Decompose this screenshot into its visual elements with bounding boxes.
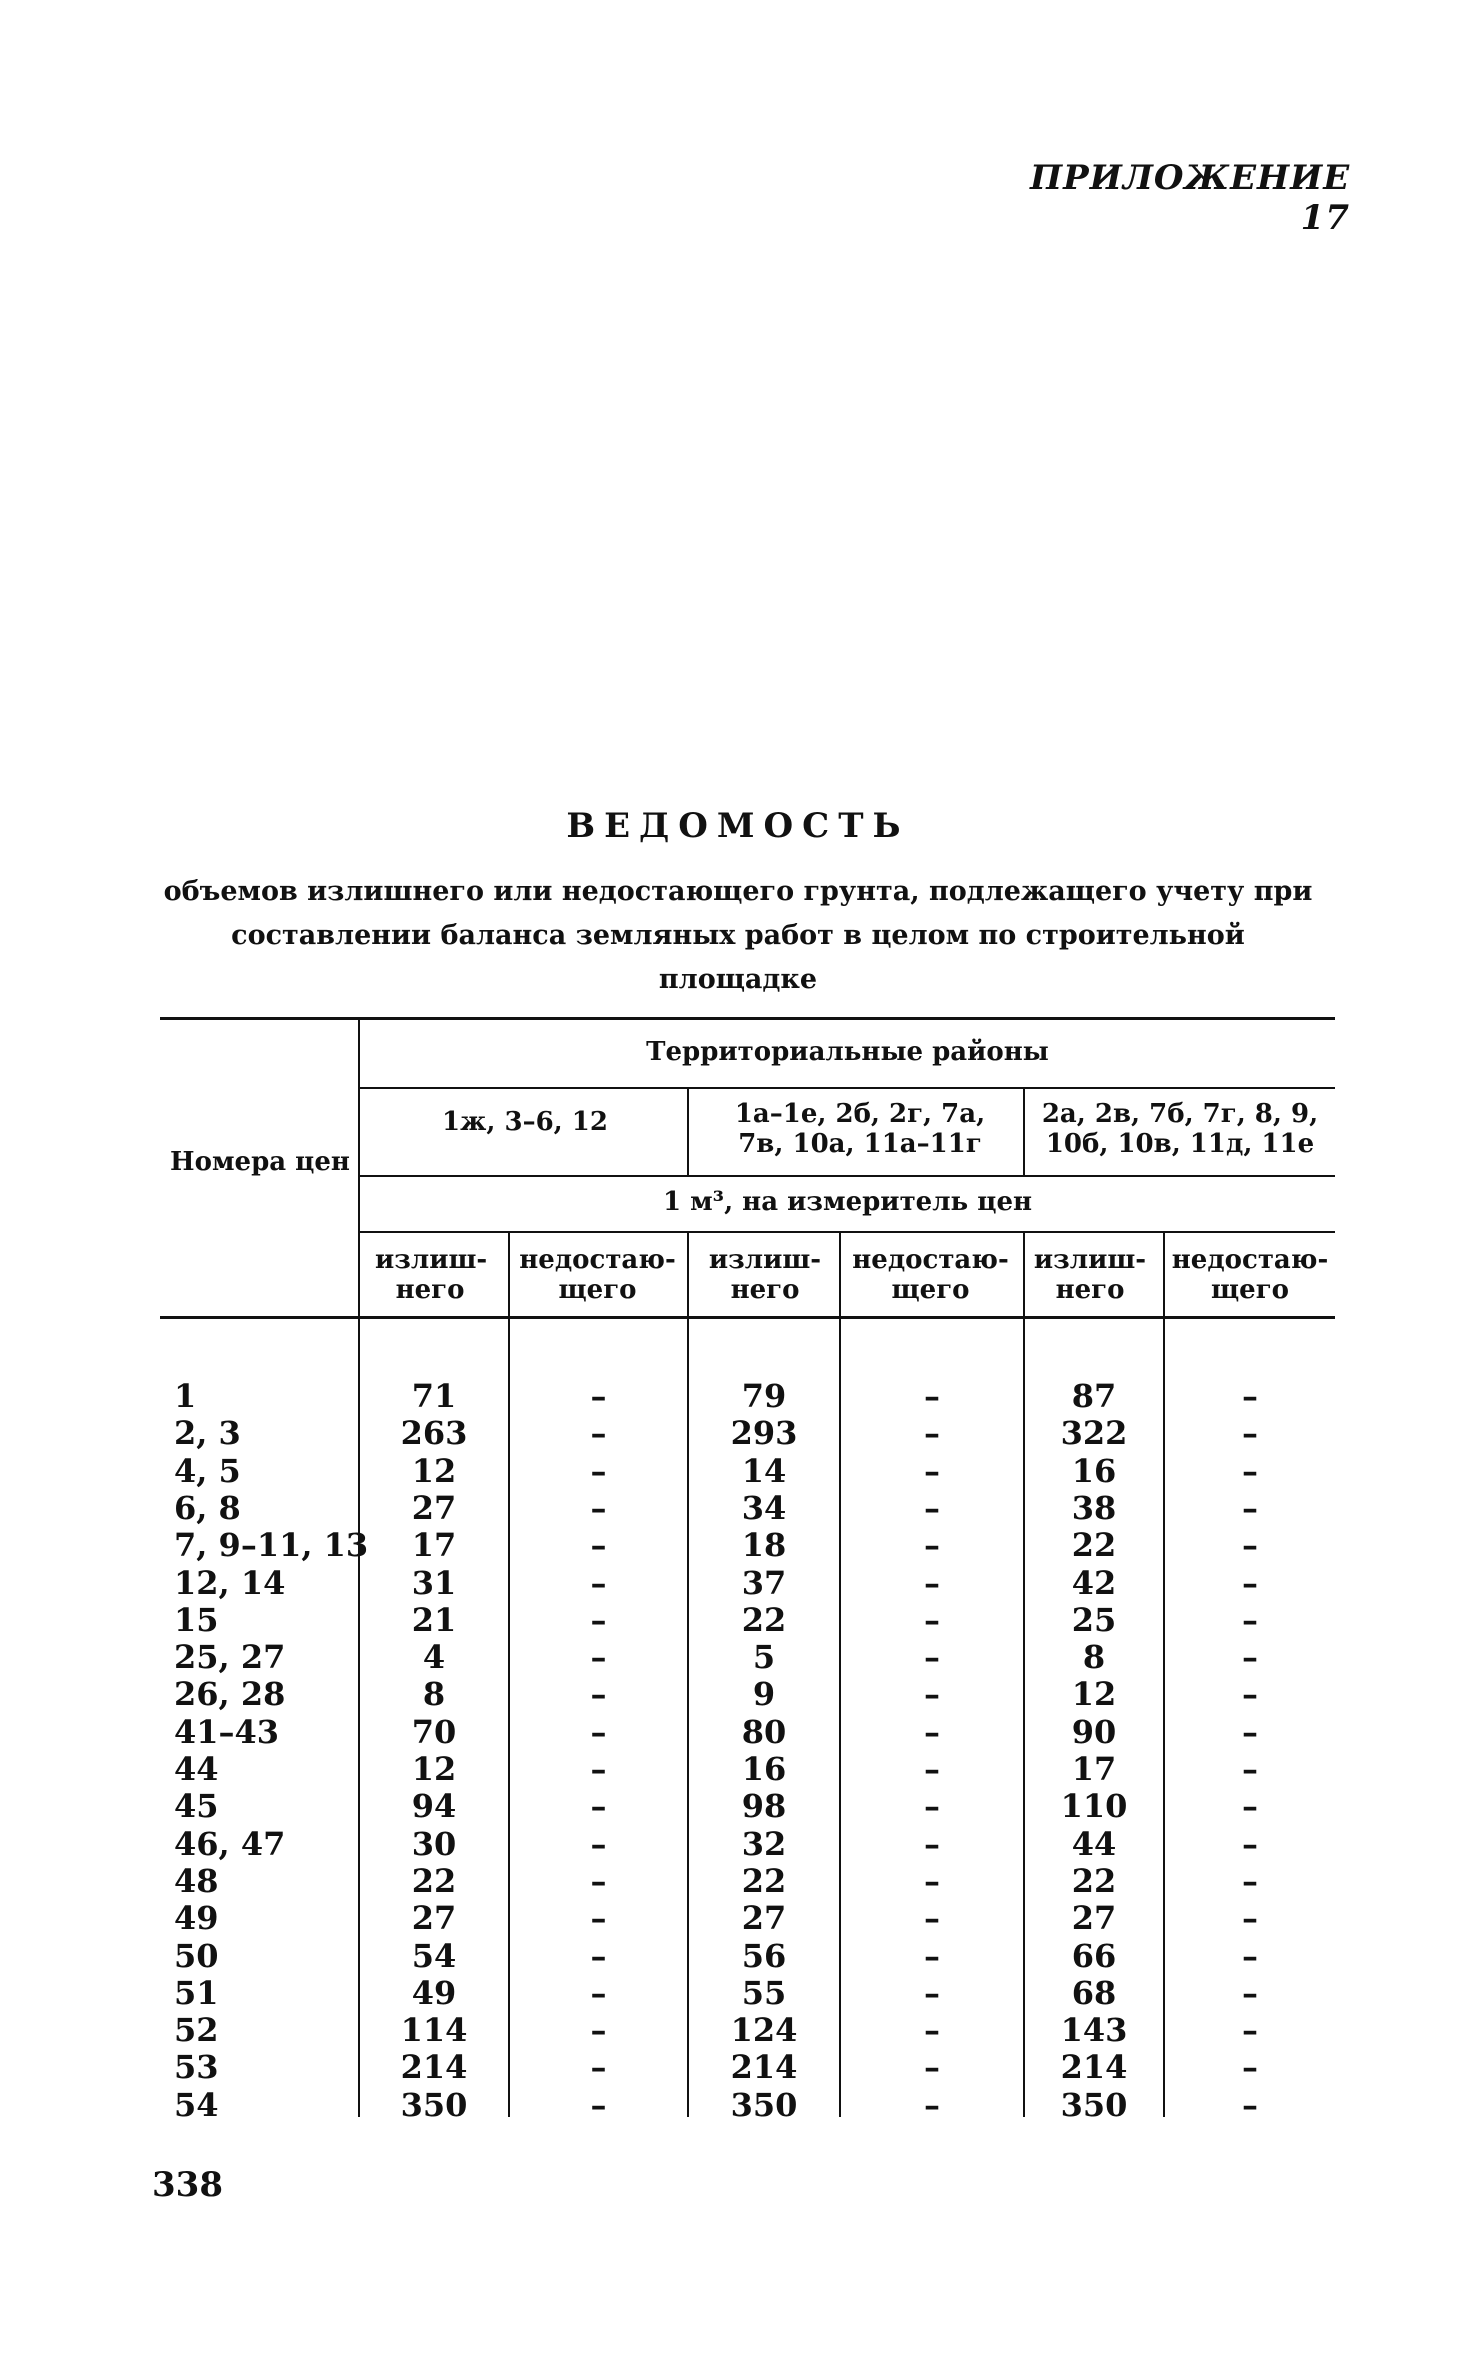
value-cell: 214 [730,2048,798,2086]
dash-cell: – [590,2048,607,2086]
value-cell: 27 [411,1489,457,1527]
document-title: ВЕДОМОСТЬ [566,806,910,846]
value-cell: 293 [730,1414,798,1452]
appendix-label: ПРИЛОЖЕНИЕ 17 [1030,158,1351,238]
value-cell: 49 [411,1974,457,2012]
dash-cell: – [590,1713,607,1751]
row-label: 1 [174,1377,197,1415]
value-cell: 114 [400,2011,468,2049]
header-rule-1 [360,1087,1335,1089]
dash-cell: – [1242,1377,1258,1415]
value-cell: 32 [741,1825,787,1863]
value-cell: 16 [1071,1452,1117,1490]
value-cell: 9 [752,1675,776,1713]
value-cell: 8 [422,1675,446,1713]
row-label: 51 [174,1974,219,2012]
value-cell: 350 [730,2086,798,2124]
value-cell: 4 [422,1638,446,1676]
value-cell: 27 [1071,1899,1117,1937]
header-bottom-rule [160,1316,1335,1319]
row-label: 12, 14 [174,1564,286,1602]
dash-cell: – [590,1825,607,1863]
unit-header: 1 м³, на измеритель цен [662,1187,1033,1217]
value-cell: 21 [411,1601,457,1639]
dash-cell: – [1242,1787,1258,1825]
dash-cell: – [590,1899,607,1937]
value-cell: 31 [411,1564,457,1602]
dash-cell: – [1242,1601,1258,1639]
row-label: 7, 9–11, 13 [174,1526,369,1564]
value-cell: 22 [1071,1862,1117,1900]
page-number: 338 [152,2165,223,2205]
value-cell: 17 [411,1526,457,1564]
row-label: 46, 47 [174,1825,286,1863]
dash-cell: – [1242,1675,1258,1713]
value-cell: 350 [1060,2086,1128,2124]
value-cell: 71 [411,1377,457,1415]
value-cell: 17 [1071,1750,1117,1788]
col-shortage-1: недостаю-щего [519,1245,676,1305]
dash-cell: – [924,1489,940,1527]
dash-cell: – [1242,1974,1258,2012]
dash-cell: – [924,2086,940,2124]
dash-cell: – [590,1414,607,1452]
dash-cell: – [1242,1713,1258,1751]
dash-cell: – [924,2011,940,2049]
value-cell: 14 [741,1452,787,1490]
value-cell: 37 [741,1564,787,1602]
dash-cell: – [1242,2086,1258,2124]
value-cell: 70 [411,1713,457,1751]
dash-cell: – [1242,1825,1258,1863]
header-rule-3 [360,1231,1335,1233]
value-cell: 27 [741,1899,787,1937]
value-cell: 94 [411,1787,457,1825]
value-cell: 124 [730,2011,798,2049]
value-cell: 8 [1082,1638,1106,1676]
row-label: 48 [174,1862,219,1900]
volumes-table [160,1017,1335,2124]
dash-cell: – [924,1825,940,1863]
value-cell: 98 [741,1787,787,1825]
row-label: 45 [174,1787,219,1825]
dash-cell: – [1242,2011,1258,2049]
value-cell: 25 [1071,1601,1117,1639]
value-cell: 322 [1060,1414,1128,1452]
value-cell: 44 [1071,1825,1117,1863]
value-cell: 214 [1060,2048,1128,2086]
dash-cell: – [924,1452,940,1490]
dash-cell: – [924,1750,940,1788]
dash-cell: – [590,1452,607,1490]
header-rule-2 [360,1175,1335,1177]
value-cell: 350 [400,2086,468,2124]
value-cell: 80 [741,1713,787,1751]
value-cell: 5 [752,1638,776,1676]
group-divider-2 [1023,1087,1025,1175]
value-cell: 55 [741,1974,787,2012]
table-top-rule [160,1017,1335,1020]
dash-cell: – [590,1638,607,1676]
dash-cell: – [590,2086,607,2124]
row-label: 15 [174,1601,219,1639]
value-cell: 22 [741,1862,787,1900]
value-cell: 27 [411,1899,457,1937]
value-cell: 143 [1060,2011,1128,2049]
dash-cell: – [924,1713,940,1751]
row-label: 52 [174,2011,219,2049]
value-cell: 110 [1060,1787,1128,1825]
dash-cell: – [1242,1862,1258,1900]
value-cell: 66 [1071,1937,1117,1975]
dash-cell: – [1242,1489,1258,1527]
dash-cell: – [924,1862,940,1900]
row-label: 49 [174,1899,219,1937]
dash-cell: – [924,1787,940,1825]
dash-cell: – [1242,1937,1258,1975]
row-label: 54 [174,2086,219,2124]
dash-cell: – [924,1414,940,1452]
row-label: 50 [174,1937,219,1975]
group-header-2: 1а–1е, 2б, 2г, 7а, 7в, 10а, 11а–11г [734,1099,986,1159]
value-cell: 18 [741,1526,787,1564]
row-label: 2, 3 [174,1414,241,1452]
dash-cell: – [924,1526,940,1564]
dash-cell: – [590,2011,607,2049]
dash-cell: – [1242,1899,1258,1937]
value-cell: 54 [411,1937,457,1975]
col-shortage-3: недостаю-щего [1171,1245,1329,1305]
row-label: 25, 27 [174,1638,286,1676]
dash-cell: – [590,1974,607,2012]
row-label: 26, 28 [174,1675,286,1713]
value-cell: 214 [400,2048,468,2086]
row-label: 53 [174,2048,219,2086]
value-cell: 79 [741,1377,787,1415]
subtitle-line-2: составлении баланса земляных работ в целом по строительной площадке [231,920,1245,995]
value-cell: 12 [1071,1675,1117,1713]
value-cell: 87 [1071,1377,1117,1415]
dash-cell: – [590,1787,607,1825]
row-label: 44 [174,1750,219,1788]
dash-cell: – [1242,1638,1258,1676]
col-shortage-2: недостаю-щего [852,1245,1009,1305]
col-surplus-1: излиш-него [375,1245,488,1305]
row-header: Номера цен [170,1147,350,1177]
dash-cell: – [590,1489,607,1527]
value-cell: 34 [741,1489,787,1527]
value-cell: 22 [741,1601,787,1639]
col-surplus-3: излиш-него [1033,1245,1147,1305]
dash-cell: – [590,1601,607,1639]
row-label: 4, 5 [174,1452,241,1490]
dash-cell: – [1242,1452,1258,1490]
value-cell: 90 [1071,1713,1117,1751]
value-cell: 30 [411,1825,457,1863]
row-label: 6, 8 [174,1489,241,1527]
dash-cell: – [590,1377,607,1415]
dash-cell: – [924,1564,940,1602]
group-header-1: 1ж, 3–6, 12 [442,1107,608,1137]
row-label: 41–43 [174,1713,280,1751]
dash-cell: – [924,1601,940,1639]
value-cell: 12 [411,1452,457,1490]
value-cell: 22 [1071,1526,1117,1564]
value-cell: 42 [1071,1564,1117,1602]
dash-cell: – [590,1862,607,1900]
dash-cell: – [1242,1750,1258,1788]
value-cell: 38 [1071,1489,1117,1527]
dash-cell: – [590,1675,607,1713]
dash-cell: – [1242,1526,1258,1564]
value-cell: 68 [1071,1974,1117,2012]
value-cell: 22 [411,1862,457,1900]
group-divider-1 [687,1087,689,1175]
territorial-header: Территориальные районы [646,1037,1049,1067]
dash-cell: – [590,1937,607,1975]
dash-cell: – [1242,1414,1258,1452]
dash-cell: – [1242,1564,1258,1602]
dash-cell: – [924,1675,940,1713]
value-cell: 16 [741,1750,787,1788]
dash-cell: – [924,2048,940,2086]
col-surplus-2: излиш-него [708,1245,822,1305]
value-cell: 56 [741,1937,787,1975]
subtitle-line-1: объемов излишнего или недостающего грунта, подлежащего учету при [163,876,1313,907]
dash-cell: – [924,1937,940,1975]
dash-cell: – [590,1526,607,1564]
group-header-3: 2а, 2в, 7б, 7г, 8, 9, 10б, 10в, 11д, 11е [1041,1099,1319,1159]
dash-cell: – [924,1638,940,1676]
dash-cell: – [924,1974,940,2012]
value-cell: 12 [411,1750,457,1788]
dash-cell: – [590,1564,607,1602]
dash-cell: – [924,1899,940,1937]
dash-cell: – [1242,2048,1258,2086]
dash-cell: – [590,1750,607,1788]
value-cell: 263 [400,1414,468,1452]
document-subtitle [150,870,1326,1002]
dash-cell: – [924,1377,940,1415]
